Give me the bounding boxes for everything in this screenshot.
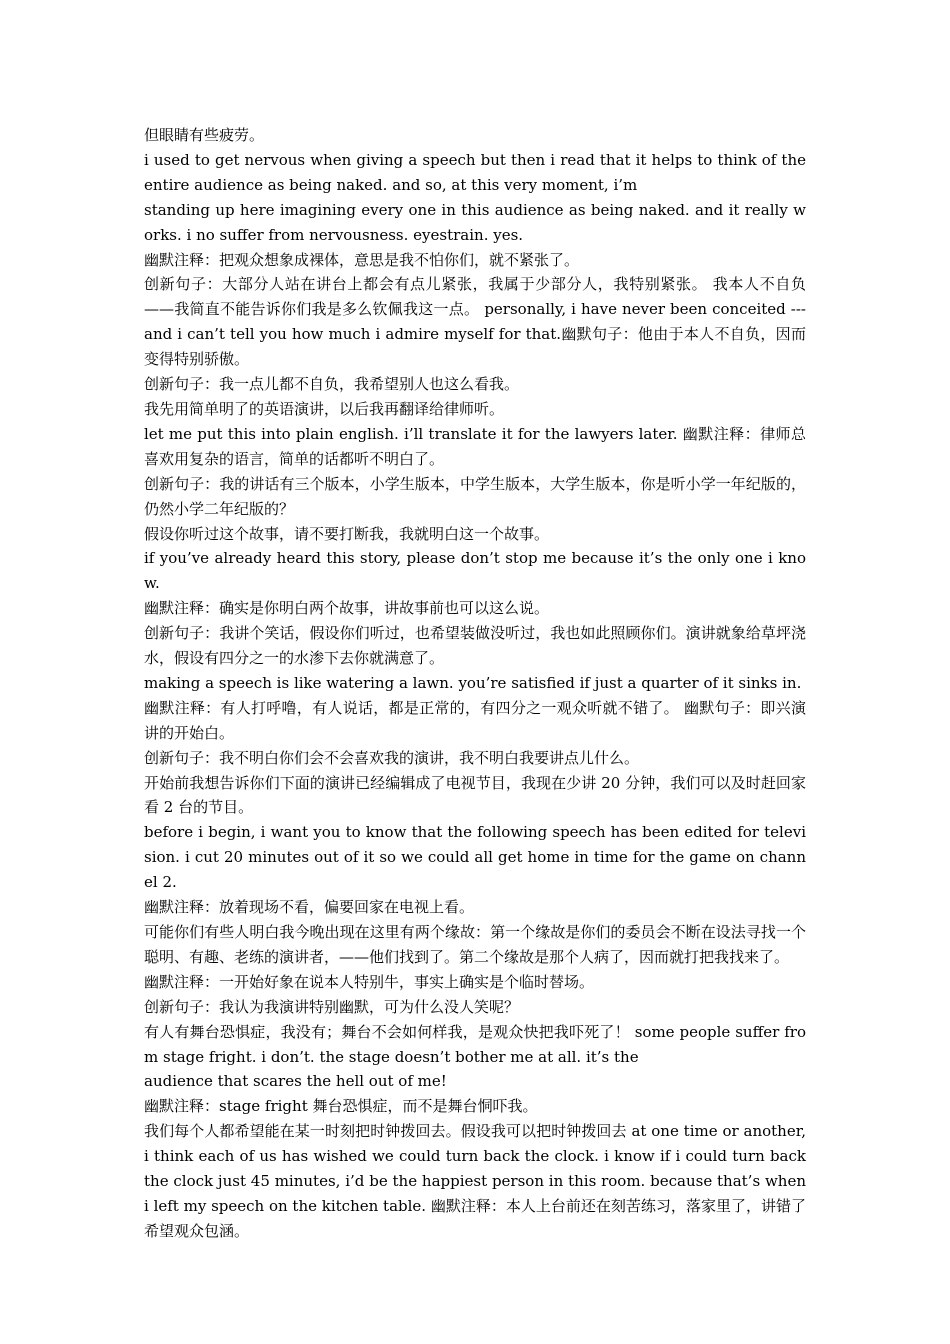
paragraph: audience that scares the hell out of me! [144, 1072, 447, 1091]
paragraph: 幽默注释：有人打呼噜，有人说话，都是正常的，有四分之一观众听就不错了。 幽默句子：即兴演讲的开始白。 [144, 698, 806, 742]
paragraph: 有人有舞台恐惧症，我没有；舞台不会如何样我，是观众快把我吓死了！ some people suffer from stage fright. i don’t. the stage doesn’t bother me at all. it’s the [144, 1022, 806, 1066]
paragraph: 创新句子：我不明白你们会不会喜欢我的演讲，我不明白我要讲点儿什么。 [144, 748, 640, 767]
paragraph: 创新句子：我讲个笑话，假设你们听过，也希望装做没听过，我也如此照顾你们。演讲就象给草坪浇水，假设有四分之一的水渗下去你就满意了。 [144, 624, 806, 668]
paragraph: 我先用简单明了的英语演讲，以后我再翻译给律师听。 [144, 399, 505, 418]
paragraph: 可能你们有些人明白我今晚出现在这里有两个缘故：第一个缘故是你们的委员会不断在设法寻找一个聪明、有趣、老练的演讲者，——他们找到了。第二个缘故是那个人病了，因而就打把我找来了。 [144, 923, 806, 966]
paragraph: before i begin, i want you to know that the following speech has been edited for television. i cut 20 minutes out of it so we could all get home in time for the game on channel 2. [144, 823, 806, 892]
paragraph: let me put this into plain english. i’ll translate it for the lawyers later. 幽默注释：律师总喜欢用复杂的语言，简单的话都听不明白了。 [144, 424, 806, 468]
paragraph: 创新句子：我一点儿都不自负，我希望别人也这么看我。 [144, 375, 520, 394]
paragraph: standing up here imagining every one in this audience as being naked. and it really works. i no suffer from nervousness. eyestrain. yes. [144, 200, 806, 244]
paragraph: 开始前我想告诉你们下面的演讲已经编辑成了电视节目，我现在少讲 20 分钟，我们可以及时赶回家看 2 台的节目。 [144, 773, 806, 817]
paragraph: 创新句子：大部分人站在讲台上都会有点儿紧张，我属于少部分人，我特别紧张。 我本人不自负——我简直不能告诉你们我是多么钦佩我这一点。 personally, i have never been conceited --- and i can’t tell you how much i admire myself for that.幽默句子：他由于本人不自负，因而变得特别骄傲。 [144, 275, 806, 369]
paragraph: 幽默注释：把观众想象成裸体，意思是我不怕你们，就不紧张了。 [144, 250, 580, 269]
paragraph: 创新句子：我认为我演讲特别幽默，可为什么没人笑呢？ [144, 997, 520, 1016]
paragraph: 但眼睛有些疲劳。 [144, 126, 265, 144]
paragraph: 假设你听过这个故事，请不要打断我，我就明白这一个故事。 [144, 524, 550, 543]
paragraph: 我们每个人都希望能在某一时刻把时钟拨回去。假设我可以把时钟拨回去 at one time or another, i think each of us has wished we could turn back the clock. i know if i could turn back the clock just 45 minutes, i’d be the happiest person in this room. because that’s when i left my speech on the kitchen table. 幽默注释：本人上台前还在刻苦练习，落家里了，讲错了希望观众包涵。 [144, 1122, 806, 1240]
paragraph: if you’ve already heard this story, please don’t stop me because it’s the only one i know. [144, 549, 806, 593]
paragraph: 创新句子：我的讲话有三个版本，小学生版本，中学生版本，大学生版本，你是听小学一年纪版的，仍然小学二年纪版的？ [144, 474, 806, 518]
document-body [144, 123, 806, 1244]
paragraph: making a speech is like watering a lawn. you’re satisfied if just a quarter of it sinks in. [144, 673, 802, 692]
paragraph: i used to get nervous when giving a speech but then i read that it helps to think of the entire audience as being naked. and so, at this very moment, i’m [144, 150, 806, 194]
paragraph: 幽默注释：确实是你明白两个故事，讲故事前也可以这么说。 [144, 599, 550, 618]
paragraph: 幽默注释：stage fright 舞台恐惧症，而不是舞台恫吓我。 [144, 1097, 538, 1116]
paragraph: 幽默注释：一开始好象在说本人特别牛，事实上确实是个临时替场。 [144, 972, 595, 991]
paragraph: 幽默注释：放着现场不看，偏要回家在电视上看。 [144, 898, 475, 917]
